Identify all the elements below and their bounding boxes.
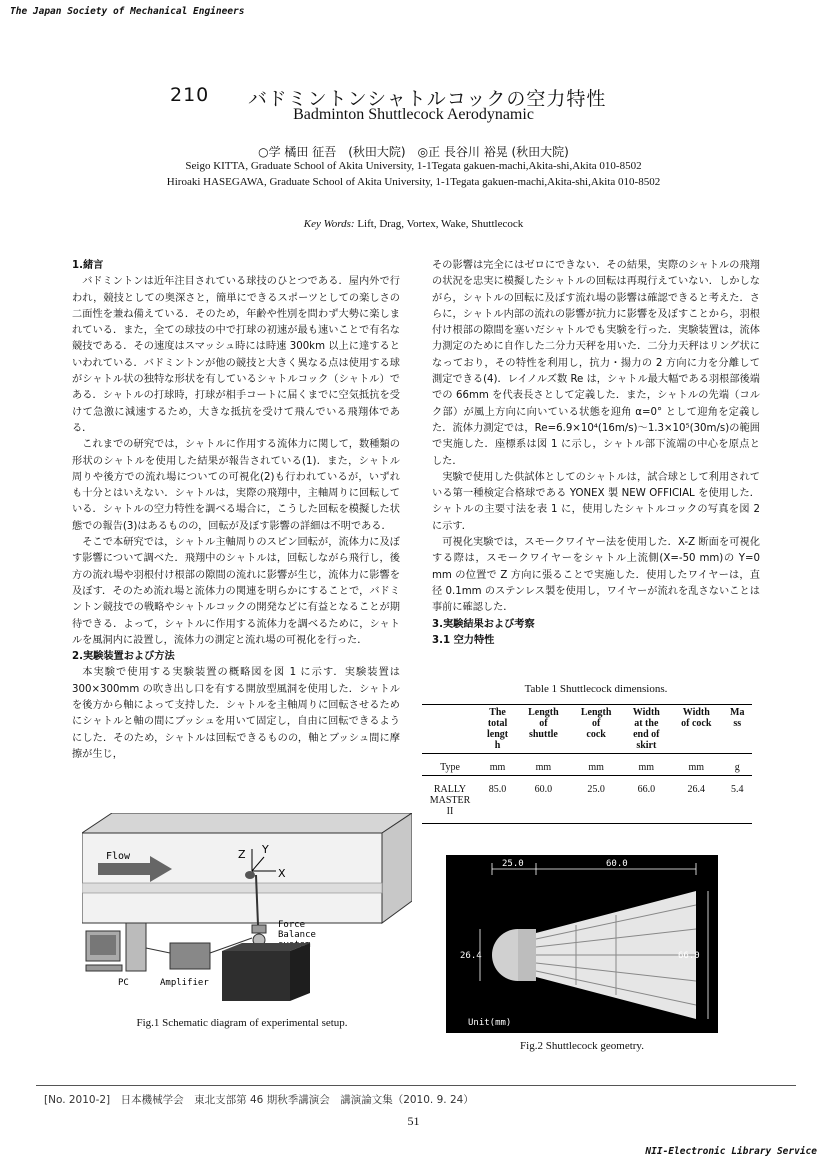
footer-rule bbox=[36, 1085, 796, 1086]
method-paragraph-2: その影響は完全にはゼロにできない．その結果，実際のシャトルの飛翔の状況を忠実に模擬したシャトルの回転は再現行えていない．しかしながら，シャトルの回転に及ぼす流れ場の影響は確認できると考えた．さらに，シャトル内部の流れの影響が抗力に影響を及ぼすことから，羽根付け根部の隙間を塞いだシャトルでも実験を行った．実験装置は，流体力測定のために自作した二分力天秤を用いた．二分力天秤はリング状になっており，その特性を利用し，抗力・揚力の 2 方向に力を分離して測定できる(4)．レイノルズ数 Re は，シャトル最大幅である羽根部後端での 66mm を代表長さとして定義した．また，シャトルの先端（コルク部）が風上方向に向いている状態を迎角 α=0° として迎角を定義した．流体力測定では，Re=6.9×10⁴(16m/s)～1.3×10⁵(30m/s)の範囲で実施した．座標系は図 1 に示し，シャトル部下流端の中心を原点とした． bbox=[432, 260, 760, 467]
intro-paragraph-1: バドミントンは近年注目されている球技のひとつである．屋内外で行われ，競技としての奥深さと，簡単にできるスポーツとしての楽しさの二面性を兼ね備えている．そのため，年齢や性別を問わず大勢に楽しまれている．また，全ての球技の中で打球の初速が最も速いことで有名な競技である．その速度はスマッシュ時には時速 300km 以上に達するといわれている．バドミントンが他の競技と大きく異なる点は使用する球がシャトル状の独特な形状を有しているシャトルコック（シャトル）である．シャトルの打球時，打球が相手コートに届くまでに空気抵抗を受けて急激に減速するため，大きな抵抗を受けて飛んでいる飛翔体である． bbox=[72, 276, 400, 434]
title-ja: バドミントンシャトルコックの空力特性 bbox=[248, 88, 607, 110]
method-paragraph-4: 可視化実験では，スモークワイヤー法を使用した．X-Z 断面を可視化する際は，スモークワイヤーをシャトル上流側(X=-50 mm)の Y=0 mm の位置で Z 方向に張ることで実施した．使用したワイヤーは，直径 0.1mm のステンレス製を使用し，ワイヤーが流れを乱さないことは事前に確認した． bbox=[432, 537, 760, 614]
table-caption: Table 1 Shuttlecock dimensions. bbox=[524, 683, 668, 695]
table-header-cell: Ma ss bbox=[730, 707, 745, 729]
intro-paragraph-3: そこで本研究では，シャトル主軸周りのスピン回転が，流体力に及ぼす影響について調べた．飛翔中のシャトルは，回転しながら飛行し，後方の流れ場や羽根付け根部の隙間の流れに影響が生じ，流体力に影響を及ぼす．そのため流れ場と流体力の関連を明らかにすることで，バドミントン競技での戦略やシャトルコックの開発などに有益となることが期待できる．よって，シャトルに作用する流体力を調べるために，シャトルを風洞内に設置し，流体力の測定と流れ場の可視化を行った． bbox=[72, 537, 400, 646]
society-header: The Japan Society of Mechanical Engineers bbox=[10, 6, 245, 17]
table-header-cell bbox=[422, 705, 478, 754]
section-3-1-heading: 3.1 空力特性 bbox=[432, 634, 495, 646]
table-cell: 26.4 bbox=[687, 784, 706, 795]
table-cell: mm bbox=[688, 762, 705, 773]
figure-2-caption: Fig.2 Shuttlecock geometry. bbox=[520, 1040, 644, 1052]
library-service: NII-Electronic Library Service bbox=[645, 1146, 817, 1157]
title-en: Badminton Shuttlecock Aerodynamic bbox=[293, 106, 534, 123]
method-paragraph-3: 実験で使用した供試体としてのシャトルは，試合球として利用されている第一種検定合格球である YONEX 製 NEW OFFICIAL を使用した．シャトルの主要寸法を表 1 に，使用したシャトルコックの写真を図 2 に示す． bbox=[432, 471, 760, 532]
section-3-heading: 3.実験結果および考察 bbox=[432, 618, 535, 630]
table-cell: 85.0 bbox=[488, 784, 507, 795]
keywords-text: Lift, Drag, Vortex, Wake, Shuttlecock bbox=[357, 218, 524, 230]
keywords bbox=[0, 218, 827, 230]
table-cell: 25.0 bbox=[587, 784, 605, 795]
table-header-cell: Width at the end of skirt bbox=[632, 707, 660, 751]
keywords-label: Key Words: bbox=[303, 218, 355, 230]
dim-cock-width: 26.4 bbox=[460, 951, 482, 961]
table-row bbox=[422, 776, 752, 824]
table-cell: 5.4 bbox=[730, 784, 744, 795]
table-row-label: RALLY MASTER II bbox=[429, 784, 471, 817]
right-column bbox=[432, 258, 760, 649]
section-1-heading: 1.緒言 bbox=[72, 260, 104, 271]
table-units-row bbox=[422, 754, 752, 776]
dim-skirt-width: 66.0 bbox=[678, 951, 700, 961]
table-cell: Type bbox=[440, 762, 460, 773]
flow-label: Flow bbox=[106, 851, 131, 862]
table-header-cell: Length of shuttle bbox=[528, 707, 559, 740]
figure-1 bbox=[82, 813, 412, 1013]
paper-number: 210 bbox=[170, 84, 210, 106]
table-header-row bbox=[422, 705, 752, 754]
authors-ja: ○学 橘田 征吾 (秋田大院) ◎正 長谷川 裕晃 (秋田大院) bbox=[258, 145, 569, 159]
left-column bbox=[72, 258, 400, 763]
table-cell: mm bbox=[489, 762, 506, 773]
intro-paragraph-2: これまでの研究では，シャトルに作用する流体力に関して，数種類の形状のシャトルを使用した結果が報告されている(1)．また，シャトル周りや後方での流れ場についての可視化(2)も行われているが，いずれも十分とはいえない．シャトルは，実際の飛翔中，主軸周りに回転している．シャトルの空力特性を調べる場合に，こうした回転を模擬した状態での報告(3)はあるものの，回転が及ぼす影響の詳細は不明である． bbox=[72, 439, 400, 532]
dimensions-table bbox=[422, 704, 752, 824]
axis-z-label: Z bbox=[238, 848, 246, 861]
force-balance-label-1: Force bbox=[278, 920, 306, 930]
pc-label: PC bbox=[118, 978, 129, 988]
dim-shuttle-length: 60.0 bbox=[606, 859, 628, 869]
author-affiliation-1: Seigo KITTA, Graduate School of Akita University, 1-1Tegata gakuen-machi,Akita-shi,Akita 010-8502 bbox=[185, 160, 642, 172]
table-cell: g bbox=[734, 762, 740, 773]
figure-1-caption: Fig.1 Schematic diagram of experimental setup. bbox=[136, 1017, 348, 1029]
figure-2 bbox=[446, 855, 718, 1033]
section-2-heading: 2.実験装置および方法 bbox=[72, 651, 175, 663]
proceedings-reference: [No. 2010-2] 日本機械学会 東北支部第 46 期秋季講演会 講演論文集（2010. 9. 24） bbox=[44, 1094, 474, 1106]
amplifier-label: Amplifier bbox=[160, 978, 209, 988]
table-cell: mm bbox=[535, 762, 552, 773]
force-balance-label-2: Balance bbox=[278, 930, 316, 940]
dim-cock-length: 25.0 bbox=[502, 859, 524, 869]
table-cell: mm bbox=[588, 762, 604, 773]
unit-label: Unit(mm) bbox=[468, 1018, 512, 1028]
page-number: 51 bbox=[407, 1114, 420, 1128]
experimental-setup-diagram bbox=[82, 813, 412, 1013]
table-cell: 66.0 bbox=[637, 784, 656, 795]
table-header-cell: The total lengt h bbox=[486, 707, 509, 751]
table-cell: mm bbox=[638, 762, 655, 773]
axis-x-label: X bbox=[278, 867, 286, 880]
table-cell: 60.0 bbox=[534, 784, 553, 795]
method-paragraph-1: 本実験で使用する実験装置の概略図を図 1 に示す．実験装置は 300×300mm の吹き出し口を有する開放型風洞を使用した．シャトルを後方から軸によって支持した．シャトルを主軸周りに回転させるためにシャトルと軸の間にブッシュを用いて固定し，自由に回転できるようにした．そのため，シャトルは回転できるものの，軸とブッシュ間に摩擦が生じ， bbox=[72, 667, 400, 760]
author-affiliation-2: Hiroaki HASEGAWA, Graduate School of Akita University, 1-1Tegata gakuen-machi,Akita-shi,Akita 010-8502 bbox=[166, 176, 661, 188]
shuttlecock-photo bbox=[446, 855, 718, 1033]
table-header-cell: Width of cock bbox=[681, 707, 712, 729]
axis-y-label: Y bbox=[262, 843, 269, 856]
dimensions-table-wrap bbox=[422, 704, 752, 824]
table-header-cell: Length of cock bbox=[580, 707, 612, 740]
